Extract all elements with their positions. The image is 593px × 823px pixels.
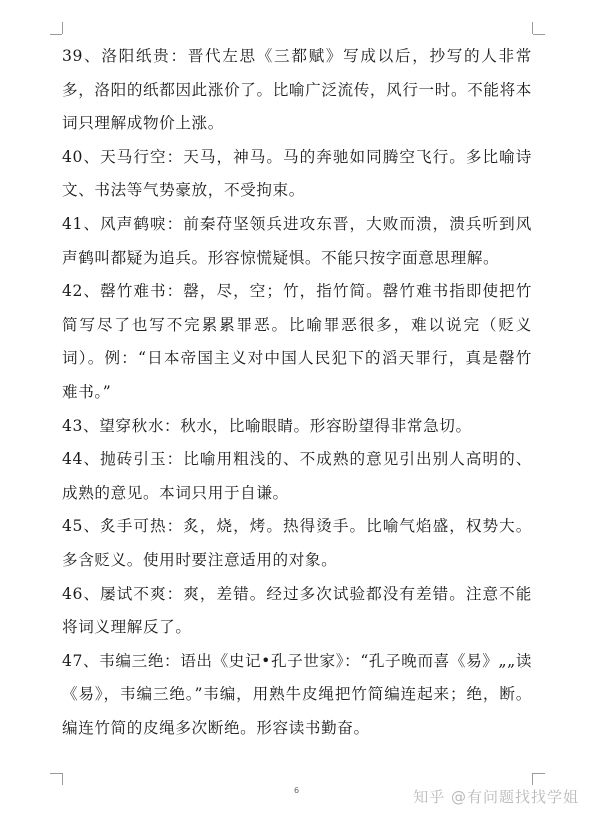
- entry-47: 47、韦编三绝：语出《史记•孔子世家》：“孔子晚而喜《易》„„读《易》，韦编三绝。”韦编，用熟牛皮绳把竹简编连起来；绝，断。编连竹简的皮绳多次断绝。形容读书勤奋。: [62, 651, 533, 737]
- entry-44: 44、抛砖引玉：比喻用粗浅的、不成熟的意见引出别人高明的、成熟的意见。本词只用于自谦。: [62, 450, 532, 502]
- crop-mark-bottom-right-vertical: [532, 773, 533, 785]
- crop-mark-bottom-left-vertical: [62, 773, 63, 785]
- crop-mark-top-right-vertical: [532, 22, 533, 34]
- crop-mark-bottom-right-horizontal: [533, 773, 545, 774]
- entry-45: 45、炙手可热：炙，烧，烤。热得烫手。比喻气焰盛，权势大。多含贬义。使用时要注意适用的对象。: [62, 517, 532, 569]
- page-number: 6: [293, 786, 300, 795]
- document-body: [62, 40, 532, 745]
- entry-42: 42、罄竹难书：罄，尽，空；竹，指竹简。罄竹难书指即使把竹简写尽了也写不完累累罪恶。比喻罪恶很多，难以说完（贬义词）。例：“日本帝国主义对中国人民犯下的滔天罪行，真是罄竹难书。”: [62, 282, 532, 401]
- entry-46: 46、屡试不爽：爽，差错。经过多次试验都没有差错。注意不能将词义理解反了。: [62, 584, 532, 637]
- crop-mark-top-right-horizontal: [533, 34, 545, 35]
- watermark: 知乎 @有问题找找学姐: [413, 788, 579, 806]
- crop-mark-top-left-vertical: [62, 22, 63, 34]
- crop-mark-top-left-horizontal: [50, 34, 62, 35]
- entry-39: 39、洛阳纸贵：晋代左思《三都赋》写成以后，抄写的人非常多，洛阳的纸都因此涨价了。比喻广泛流传，风行一时。不能将本词只理解成物价上涨。: [62, 47, 532, 133]
- entry-40: 40、天马行空：天马，神马。马的奔驰如同腾空飞行。多比喻诗文、书法等气势豪放，不受拘束。: [62, 147, 532, 200]
- entry-43: 43、望穿秋水：秋水，比喻眼睛。形容盼望得非常急切。: [62, 416, 472, 435]
- entry-41: 41、风声鹤唳：前秦苻坚领兵进攻东晋，大败而溃，溃兵听到风声鹤叫都疑为追兵。形容惊慌疑惧。不能只按字面意思理解。: [62, 214, 532, 267]
- crop-mark-bottom-left-horizontal: [50, 773, 62, 774]
